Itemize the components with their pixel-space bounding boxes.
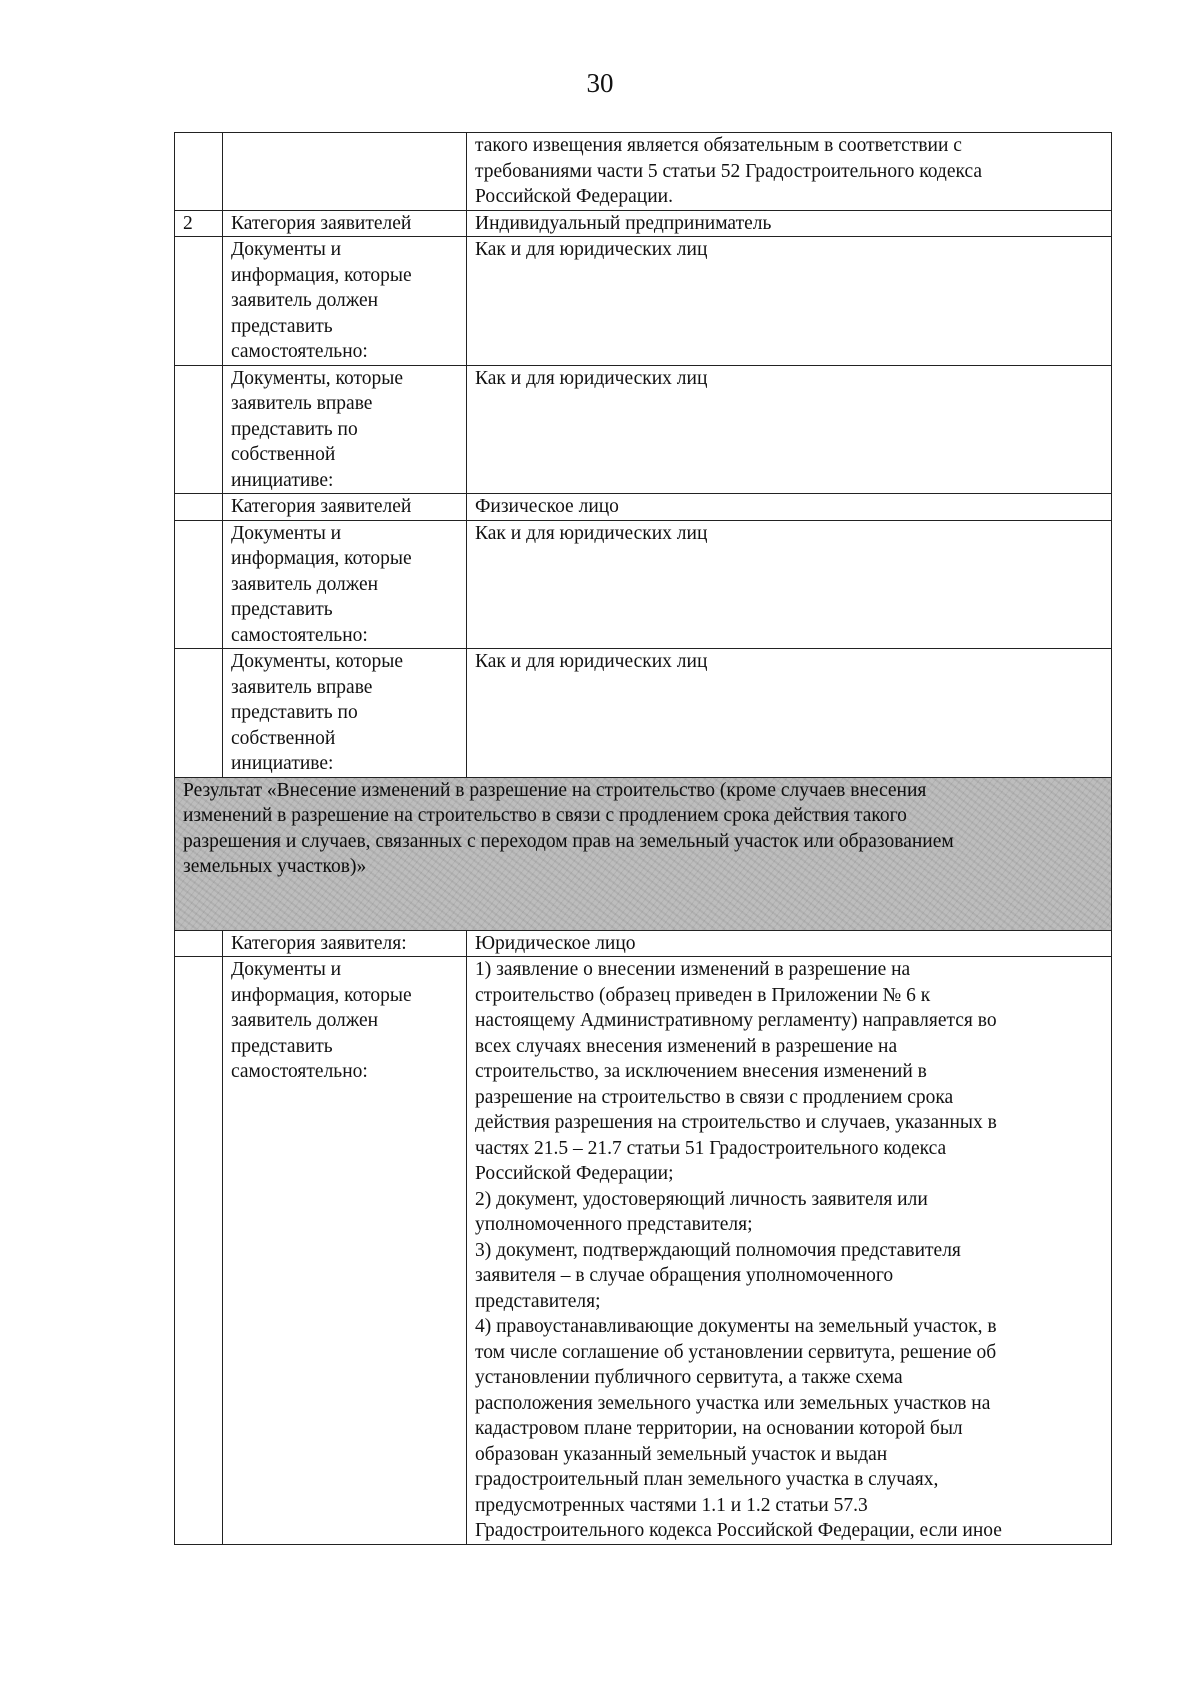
row-label-cell — [223, 210, 467, 237]
text-line: настоящему Административному регламенту) направляется во — [475, 1010, 997, 1031]
list-item — [475, 1314, 1105, 1544]
text-line: разрешение на строительство в связи с продлением срока — [475, 1086, 954, 1108]
row-number-cell — [175, 494, 223, 521]
text-line: расположения земельного участка или земельных участков на — [475, 1392, 991, 1414]
table-row — [175, 237, 1112, 366]
text-line: требованиями части 5 статьи 52 Градостроительного кодекса — [475, 160, 983, 182]
text-line: действия разрешения на строительство и случаев, указанных в — [475, 1112, 997, 1133]
row-number-cell — [175, 365, 223, 494]
row-label-cell — [223, 520, 467, 649]
table-row — [175, 930, 1112, 957]
text-line: заявителя – в случае обращения уполномоченного — [475, 1265, 894, 1286]
text-line: земельных участков)» — [183, 856, 367, 877]
text-line: представить — [231, 315, 333, 337]
row-label-cell — [223, 237, 467, 366]
list-item — [475, 957, 1105, 1187]
text-line: Физическое лицо — [475, 496, 619, 517]
row-label-cell: Категория заявителя: — [223, 930, 467, 957]
text-line: Индивидуальный предприниматель — [475, 212, 772, 234]
text-line: собственной — [231, 727, 336, 749]
text-line: самостоятельно: — [231, 1061, 368, 1082]
table-row — [175, 520, 1112, 649]
text-line: заявитель вправе — [231, 676, 373, 698]
text-line: самостоятельно: — [231, 624, 368, 646]
text-line: изменений в разрешение на строительство в связи с продлением срока действия такого — [183, 805, 907, 826]
text-line: Документы и — [231, 959, 342, 980]
text-line: 3) документ, подтверждающий полномочия представителя — [475, 1239, 961, 1261]
row-value-cell — [467, 494, 1112, 521]
page-number: 30 — [586, 68, 614, 98]
text-line: заявитель вправе — [231, 393, 373, 414]
row-label-cell — [223, 133, 467, 211]
text-line: Результат «Внесение изменений в разрешение на строительство (кроме случаев внесения — [183, 779, 927, 801]
text-line: предусмотренных частями 1.1 и 1.2 статьи 57.3 — [475, 1494, 868, 1516]
text-line: том числе соглашение об установлении сервитута, решение об — [475, 1341, 997, 1363]
row-number-cell: 2 — [175, 210, 223, 237]
row-value-cell: Юридическое лицо — [467, 930, 1112, 957]
text-line: строительство (образец приведен в Приложении № 6 к — [475, 984, 931, 1006]
text-line: строительство, за исключением внесения изменений в — [475, 1061, 927, 1082]
text-line: представить по — [231, 702, 358, 723]
text-line: Документы, которые — [231, 367, 404, 389]
text-line: 2) документ, удостоверяющий личность заявителя или — [475, 1188, 928, 1210]
row-label-cell — [223, 494, 467, 521]
text-line: информация, которые — [231, 984, 412, 1006]
result-heading-cell — [175, 777, 1112, 930]
text-line: Российской Федерации; — [475, 1163, 674, 1184]
row-number-cell — [175, 649, 223, 778]
row-value-cell — [467, 210, 1112, 237]
text-line: 4) правоустанавливающие документы на земельный участок, в — [475, 1316, 997, 1337]
text-line: инициативе: — [231, 753, 334, 774]
row-number-cell — [175, 133, 223, 211]
text-line: информация, которые — [231, 548, 412, 569]
text-line: инициативе: — [231, 469, 334, 491]
text-line: 1) заявление о внесении изменений в разрешение на — [475, 959, 911, 980]
row-value-cell — [467, 520, 1112, 649]
text-line: такого извещения является обязательным в соответствии с — [475, 135, 962, 156]
result-heading-row — [175, 777, 1112, 930]
text-line: представителя; — [475, 1290, 601, 1312]
row-number-cell — [175, 520, 223, 649]
row-number-cell — [175, 930, 223, 957]
table-row — [175, 365, 1112, 494]
text-line: заявитель должен — [231, 290, 379, 311]
text-line: Градостроительного кодекса Российской Федерации, если иное — [475, 1520, 1002, 1541]
text-line: заявитель должен — [231, 1010, 379, 1031]
text-line: Документы и — [231, 239, 342, 260]
text-line: разрешения и случаев, связанных с переходом прав на земельный участок или образованием — [183, 830, 954, 852]
text-line: представить — [231, 599, 333, 620]
text-line: представить по — [231, 418, 358, 440]
row-value-cell — [467, 649, 1112, 778]
text-line: Как и для юридических лиц — [475, 367, 708, 389]
row-number-cell — [175, 237, 223, 366]
table-row — [175, 133, 1112, 211]
text-line: самостоятельно: — [231, 341, 368, 362]
text-line: Категория заявителей — [231, 496, 412, 517]
list-item — [475, 1187, 1105, 1238]
table-row — [175, 494, 1112, 521]
text-line: установлении публичного сервитута, а также схема — [475, 1367, 903, 1388]
text-line: всех случаях внесения изменений в разрешение на — [475, 1035, 898, 1057]
text-line: кадастровом плане территории, на основании которой был — [475, 1418, 963, 1439]
row-number-cell — [175, 957, 223, 1545]
text-line: Категория заявителей — [231, 212, 412, 234]
table-row — [175, 957, 1112, 1545]
text-line: образован указанный земельный участок и выдан — [475, 1443, 888, 1465]
text-line: представить — [231, 1035, 333, 1057]
text-line: информация, которые — [231, 264, 412, 286]
table-row — [175, 210, 1112, 237]
documents-list-cell — [467, 957, 1112, 1545]
list-item — [475, 1238, 1105, 1315]
text-line: Как и для юридических лиц — [475, 651, 708, 672]
text-line: частях 21.5 – 21.7 статьи 51 Градостроительного кодекса — [475, 1137, 947, 1159]
regulation-table — [174, 132, 1112, 1545]
text-line: Как и для юридических лиц — [475, 239, 708, 260]
row-label-cell — [223, 365, 467, 494]
table-row — [175, 649, 1112, 778]
text-line: градостроительный план земельного участка в случаях, — [475, 1469, 939, 1490]
row-value-cell — [467, 365, 1112, 494]
row-label-cell — [223, 957, 467, 1545]
row-label-cell — [223, 649, 467, 778]
row-value-cell — [467, 133, 1112, 211]
text-line: Документы, которые — [231, 651, 404, 672]
text-line: собственной — [231, 444, 336, 465]
text-line: заявитель должен — [231, 573, 379, 595]
text-line: Документы и — [231, 522, 342, 544]
row-value-cell — [467, 237, 1112, 366]
text-line: Российской Федерации. — [475, 186, 673, 207]
text-line: Как и для юридических лиц — [475, 522, 708, 544]
text-line: уполномоченного представителя; — [475, 1214, 753, 1235]
